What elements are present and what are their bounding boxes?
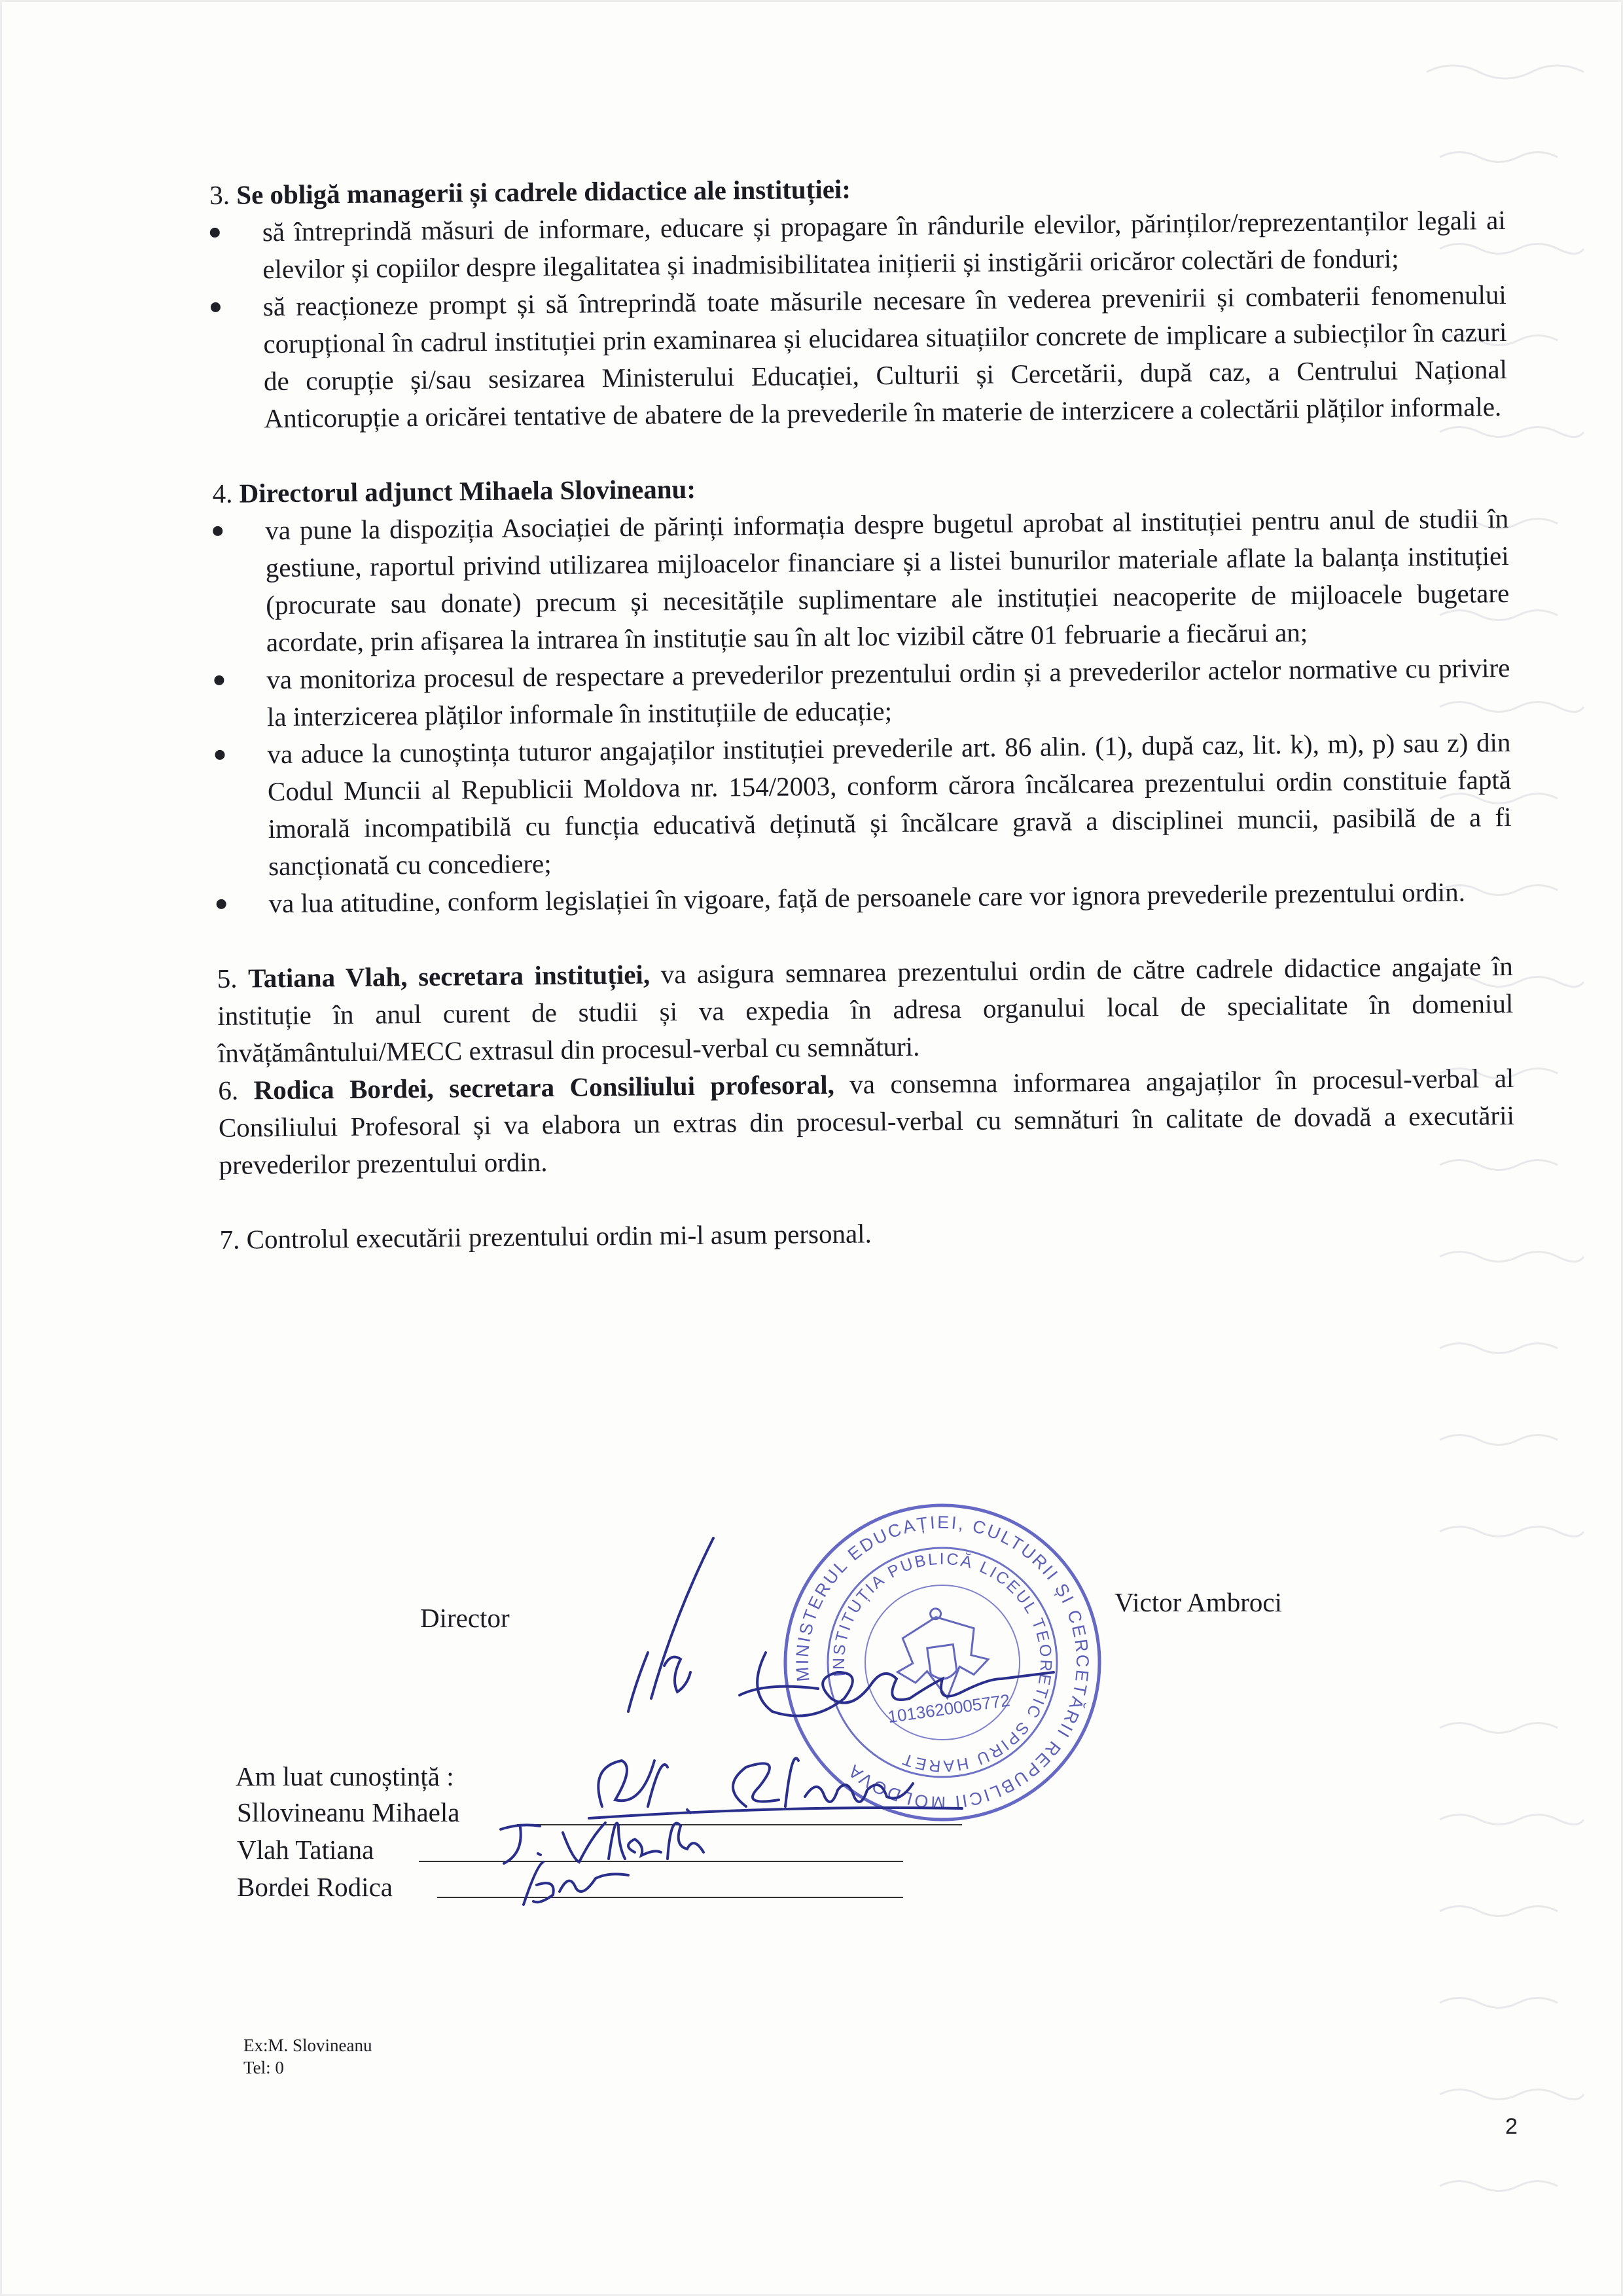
section-5-text: va asigura semnarea prezentului ordin de către cadrele didactice angajate în instituție în anul curent de studii și va expedia în adresa organului local de specialitate în domeniul învățământului/MECC extrasul din procesul-verbal cu semnături. <box>217 950 1514 1068</box>
list-item: va monitoriza procesul de respectare a prevederilor prezentului ordin și a prevederilor actelor normative cu privire la interzicerea plăților informale în instituțiile de educație; <box>214 649 1510 736</box>
section-5-number: 5. <box>217 963 238 994</box>
section-3-heading: Se obligă managerii și cadrele didactice ale instituției: <box>236 173 851 210</box>
list-item: să reacționeze prompt și să întreprindă toate măsurile necesare în vederea prevenirii și combaterii fenomenului corupțional în cadrul instituției prin examinarea și elucidarea situațiilor concrete de implicare a subiecților în cazuri de corupție și/sau sesizarea Ministerului Educației, Culturii și Cercetării, după caz, a Centrului Național Anticorupție a oricărei tentative de abatere de la prevederile în materie de interzicere a colectării plăților informale. <box>211 276 1508 438</box>
section-7: 7. Controlul executării prezentului ordin mi-l asum personal. <box>219 1218 872 1255</box>
acknowledged-label: Am luat cunoștință : <box>236 1761 454 1791</box>
person-name: Vlah Tatiana <box>237 1835 374 1865</box>
signature-line <box>437 1897 903 1898</box>
director-name: Victor Ambroci <box>1115 1587 1283 1617</box>
section-5-heading: Tatiana Vlah, secretara instituției, <box>247 959 651 994</box>
stamp-code: 1013620005772 <box>886 1690 1012 1727</box>
director-label: Director <box>420 1603 510 1633</box>
person-name: Sllovineanu Mihaela <box>237 1797 460 1827</box>
section-3-number: 3. <box>209 179 230 210</box>
section-6-text: va consemna informarea angajaților în procesul-verbal al Consiliului Profesoral și va elabora un extras din procesul-verbal cu semnături în calitate de dovadă a executării prevederilor prezentului ordin. <box>218 1062 1515 1180</box>
section-4-number: 4. <box>212 478 233 509</box>
stamp-outer-text: MINISTERUL EDUCAȚIEI, CULTURII ȘI CERCETĂRII REPUBLICII MOLDOVA <box>792 1512 1093 1813</box>
section-6-number: 6. <box>218 1075 239 1105</box>
list-item: să întreprindă măsuri de informare, educare și propagare în rândurile elevilor, părinților/reprezentanților legali ai elevilor și copiilor despre ilegalitatea și inadmisibilitatea inițierii și instigării oricăror colectări de fonduri; <box>210 202 1507 289</box>
list-item: va lua atitudine, conform legislației în vigoare, față de persoanele care vor ignora prevederile prezentului ordin. <box>216 873 1512 923</box>
handwritten-signature-bordei <box>510 1852 641 1911</box>
executor-note: Ex:M. Slovineanu <box>243 2036 372 2055</box>
list-item: va pune la dispoziția Asociației de părinți informația despre bugetul aprobat al instituției pentru anul de studii în gestiune, raportul privind utilizarea mijloacelor financiare și a listei bunurilor materiale aflate la balanța instituției (procurate sau donate) precum și necesitățile suplimentare ale instituției neacoperite de mijloacele bugetare acordate, prin afișarea la intrarea în instituție sau în alt loc vizibil către 01 februarie a fiecărui an; <box>213 500 1510 662</box>
executor-tel: Tel: 0 <box>243 2058 284 2077</box>
page-number: 2 <box>1505 2114 1518 2139</box>
section-6-heading: Rodica Bordei, secretara Consiliului profesoral, <box>253 1069 835 1105</box>
handwritten-signature-slovineanu <box>576 1734 969 1826</box>
person-name: Bordei Rodica <box>237 1872 393 1902</box>
stamp-inner-text: INSTITUȚIA PUBLICĂ LICEUL TEORETIC SPIRU HARET <box>829 1549 1056 1776</box>
section-4-heading: Directorul adjunct Mihaela Slovineanu: <box>239 473 696 509</box>
list-item: va aduce la cunoștința tuturor angajaților instituției prevederile art. 86 alin. (1), după caz, lit. k), m), p) sau z) din Codul Muncii al Republicii Moldova nr. 154/2003, conform cărora încălcarea prezentului ordin constituie faptă imorală incompatibilă cu funcția educativă deținută și încălcare gravă a disciplinei muncii, pasibilă de a fi sancționată cu concediere; <box>215 724 1512 886</box>
